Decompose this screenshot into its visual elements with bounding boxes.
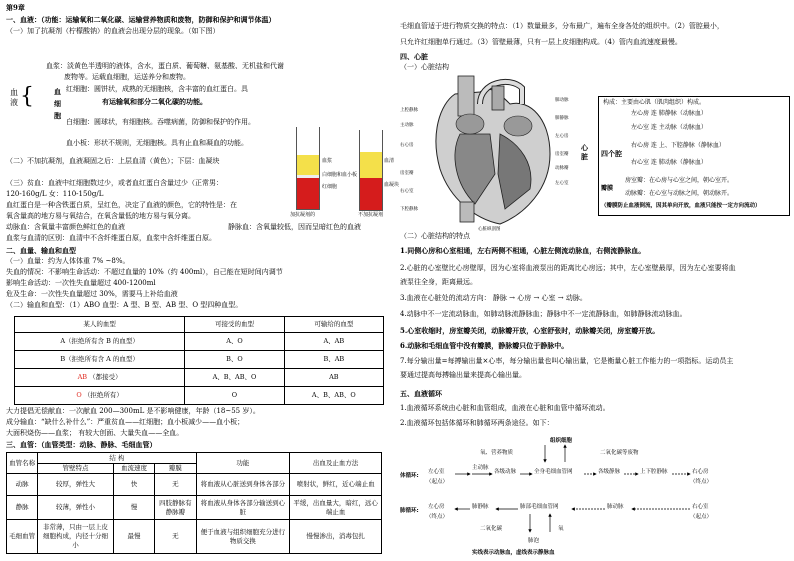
veins-label: 各级静脉 — [598, 469, 621, 475]
co2-label: 二氧化碳等废物 — [600, 450, 639, 456]
tube-anticoag — [296, 127, 320, 210]
hs-line: 4.动脉中不一定流动脉血，如肺动脉流静脉血；静脉中不一定流静脉血，如肺静脉流动脉血。 — [400, 310, 687, 318]
hs-line: 5.心室收缩时，房室瓣关闭，动脉瓣开放，心室舒张时，动脉瓣关闭，房室瓣开放。 — [400, 326, 660, 335]
vt-cell: 慢慢渗出，消毒包扎 — [290, 520, 382, 554]
sec2-heading: 二、血量、输血和血型 — [6, 246, 76, 255]
donate-text-3: 大面积烧伤——血浆； 有较大创面、大量失血——全血。 — [6, 429, 184, 437]
heart-label: 主动脉 — [400, 123, 414, 128]
loss-text-2: 影响生命活动：一次性失血量超过 400-1200ml — [6, 279, 156, 287]
vessel-table — [6, 452, 382, 554]
vt-cell: 平缓，出血量大，暗红，远心端止血 — [290, 496, 382, 520]
alveoli-label: 肺泡 — [528, 538, 540, 544]
vt-cell: 毛细血管 — [7, 520, 38, 554]
aorta-label: 主动脉 — [472, 465, 489, 471]
tube-empty — [360, 130, 382, 152]
hs-line: 7.每分输出量=每搏输出量×心率，每分输出量也叫心输出量，它是衡量心脏工作能力的一项指标。运动员主 — [400, 357, 734, 365]
bt-cell — [15, 387, 185, 405]
bt-cell: B（拒绝所有含 A 的血型） — [15, 351, 185, 369]
bt-cell: A（拒绝所有含 B 的血型） — [15, 333, 185, 351]
artery-blood-text: 动脉血：含氧量丰富颜色鲜红色的血液 — [6, 223, 125, 231]
circ-text-2: 2.血液循环包括体循环和肺循环两条途径。如下： — [400, 419, 554, 427]
hb-line: 左心房 连 肺静脉（动脉血） — [631, 110, 707, 117]
vt-cell: 静脉 — [7, 496, 38, 520]
ra-label: 右心房 — [692, 469, 709, 475]
vt-cell: 喷射状，鲜红，近心端止血 — [290, 474, 382, 496]
bt-cell: A、B、AB、O — [284, 387, 383, 405]
anemia-text-2: 120-160g/L 女：110-150g/L — [6, 190, 104, 198]
vt-cell: 非常薄，只由一层上皮细胞构成，内径十分细小 — [38, 520, 114, 554]
plasma-serum-text: 血浆与血清的区别：血清中不含纤维蛋白原，血浆中含纤维蛋白原。 — [6, 234, 216, 242]
circ-heading: 五、血液循环 — [400, 389, 442, 398]
vt-sub: 管壁特点 — [38, 464, 114, 474]
xuexibao-label: 血细胞 — [54, 87, 61, 120]
bt-note: （都接受） — [89, 373, 122, 382]
vt-cell: 慢 — [113, 496, 154, 520]
heart-label: 房室瓣 — [555, 152, 569, 157]
tube-caption-2: 不加抗凝剂 — [358, 212, 384, 218]
vt-cell: 动脉 — [7, 474, 38, 496]
vt-head: 出血及止血方法 — [290, 453, 382, 474]
tube-clot-label: 血凝块 — [384, 182, 400, 188]
valve-label: 瓣膜 — [601, 185, 614, 192]
rbc-text-2: 有运输氧和部分二氧化碳的功能。 — [102, 97, 207, 106]
circ-legend: 实线表示动脉血，虚线表示静脉血 — [472, 550, 555, 556]
no-anticoag-text: （二）不加抗凝剂，血液凝固之后：上层血清（黄色）；下层：血凝块 — [6, 157, 220, 165]
rbc-text: 红细胞：圆饼状，成熟的无细胞核，含丰富的血红蛋白。具 — [66, 85, 248, 93]
four-chambers-label: 四个腔 — [601, 149, 622, 158]
tube-rbc-layer — [297, 178, 319, 209]
heart-label: 左心房 — [555, 134, 569, 139]
chapter-title: 第9章 — [6, 3, 25, 12]
heart-diagram — [400, 74, 590, 232]
vt-cell: 四肢静脉有静脉瓣 — [155, 496, 196, 520]
xueye-label: 血液 — [10, 88, 18, 107]
bt-cell: O — [185, 387, 284, 405]
plasma-text: 血浆：淡黄色半透明的液体，含水，蛋白质、葡萄糖、氨基酸、无机盐和代谢 — [46, 62, 284, 70]
bt-note: （拒绝所有） — [83, 391, 123, 400]
hb-text-2: 氧含量高的地方易与氧结合，在氧含量低的地方易与氧分离。 — [6, 212, 195, 220]
bt-cell: A、B、AB、O — [185, 369, 284, 387]
bt-cell — [15, 369, 185, 387]
end-label: （终点） — [690, 479, 713, 485]
tube-plasma-label: 血浆 — [322, 158, 333, 164]
volume-text: （一）血量：约为人体体重 7% ~8%。 — [6, 257, 130, 265]
vt-cell: 将血液从身体各部分输送到心脏 — [196, 496, 290, 520]
vt-cell: 无 — [155, 520, 196, 554]
tube-wbc-label: 白细胞和血小板 — [322, 172, 358, 178]
hb-line: （瓣膜防止血液倒流，因其单向开放，血液只能按一定方向流动） — [601, 203, 761, 209]
tube-plasma-layer — [297, 155, 319, 175]
heart-label: 右心房 — [400, 143, 414, 148]
tube-empty — [297, 127, 319, 155]
tube-clot-layer — [360, 178, 382, 210]
body-circ-label: 体循环: — [400, 473, 419, 479]
cell-label: 组织细胞 — [550, 438, 573, 444]
heart-caption: 心脏纵剖图 — [478, 227, 501, 232]
la-label-right: 左心房 — [428, 504, 445, 510]
vt-cell: 较厚，弹性大 — [38, 474, 114, 496]
circulation-diagram — [400, 432, 792, 561]
bt-cell: A、O — [185, 333, 284, 351]
cap-text-2: 只允许红细胞单行通过。（3）管壁最薄，只有一层上皮细胞构成。（4）管内血流速度最慢。 — [400, 38, 682, 46]
vt-cell: 最慢 — [113, 520, 154, 554]
loss-text-3: 危及生命：一次性失血量超过 30%，需要马上补给血液 — [6, 290, 178, 298]
loss-text: 失血的情况：不影响生命活动：不超过血量的 10%（约 400ml），自己能在短时间内调节 — [6, 268, 283, 276]
hb-line: 动脉瓣：在心室与动脉之间，朝动脉开。 — [625, 190, 734, 197]
pv-label: 肺静脉 — [472, 504, 489, 510]
heart-summary-box — [581, 96, 790, 216]
heart-struct-heading: （一）心脏结构 — [400, 63, 449, 71]
end-label-2: （终点） — [426, 514, 449, 520]
vt-sub: 瓣膜 — [155, 464, 196, 474]
vt-cell: 便于血液与组织细胞充分进行物质交换 — [196, 520, 290, 554]
types-text: （二）输血和血型：（1）ABO 血型：A 型、B 型、AB 型、O 型四种血型。 — [6, 301, 243, 309]
heart-label: 下腔静脉 — [400, 207, 418, 212]
cap-text: 毛细血管适于进行物质交换的特点：（1）数量最多，分布最广，遍布全身各处的组织中。（2）管腔最小， — [400, 22, 724, 30]
bt-cell: A、AB — [284, 333, 383, 351]
hb-line: 左心室 连 主动脉（动脉血） — [631, 124, 707, 131]
bt-head: 某人的血型 — [15, 317, 185, 333]
anemia-text: （三）贫血：血液中红细胞数过少，或者血红蛋白含量过少（正常男： — [6, 179, 223, 187]
hs-heading: （二）心脏结构的特点 — [400, 232, 470, 240]
anticoag-text: （一）加了抗凝剂（柠檬酸钠）的血液会出现分层的现象。（如下图） — [6, 27, 220, 35]
bt-head: 可接受的血型 — [185, 317, 284, 333]
hs-line: 液泵往全身，距离最远。 — [400, 278, 477, 286]
vt-cell: 将血液从心脏送到身体各部分 — [196, 474, 290, 496]
start-label-2: （起点） — [690, 514, 713, 520]
co2-lung-label: 二氧化碳 — [480, 526, 503, 532]
plt-text: 血小板：形状不规则，无细胞核。具有止血和凝血的功能。 — [66, 139, 248, 147]
vessel-heading: 三、血管：（血管类型：动脉、静脉、毛细血管） — [6, 440, 157, 449]
hs-line: 3.血液在心脏处的流动方向： 静脉 → 心房 → 心室 → 动脉。 — [400, 294, 587, 302]
vena-cava-label: 上下腔静脉 — [640, 469, 668, 475]
start-label: （起点） — [426, 479, 449, 485]
heart-label: 肺静脉 — [555, 116, 569, 121]
hs-line: 6.动脉和毛细血管中没有瓣膜，静脉瓣只位于静脉中。 — [400, 341, 569, 350]
hb-line: 房室瓣：在心房与心室之间，朝心室开。 — [625, 177, 734, 184]
vt-head: 结 构 — [38, 453, 196, 464]
hs-line: 2.心脏的心室壁比心房壁厚，因为心室将血液泵出的距离比心房远；其中，左心室壁最厚，因为左心室要将血 — [400, 264, 736, 272]
donate-text: 大力提倡无偿献血：一次献血 200—300mL 是不影响健康，年龄（18~55 岁）。 — [6, 407, 260, 415]
o2-label: 氧、营养物质 — [480, 450, 514, 456]
hb-line: 构成：主要由心肌（肌肉组织）构成。 — [603, 99, 706, 106]
donate-text-2: 成分输血：“缺什么补什么”：严重贫血——红细胞；血小板减少——血小板； — [6, 418, 245, 426]
body-cap-label: 全身毛细血管网 — [534, 469, 573, 475]
tube-serum-layer — [360, 152, 382, 178]
vein-blood-text: 静脉血：含氧量较低，因而呈暗红色的血液 — [228, 223, 361, 231]
brace-icon: { — [20, 84, 34, 109]
hb-line: 右心房 连 上、下腔静脉（静脉血） — [631, 142, 725, 149]
tube-serum-label: 血清 — [384, 158, 395, 164]
hs-line: 要通过提高每搏输出量来提高心输出量。 — [400, 371, 526, 379]
heart-label: 左心室 — [555, 181, 569, 186]
tube-caption-1: 加抗凝剂的 — [290, 212, 316, 218]
vt-head: 血管名称 — [7, 453, 38, 474]
heart-label: 上腔静脉 — [400, 108, 418, 113]
heart-label: 动脉瓣 — [555, 166, 569, 171]
vt-head: 功能 — [196, 453, 290, 474]
bt-type-o: O — [76, 391, 82, 400]
bt-type-ab: AB — [77, 373, 88, 382]
rv-label: 右心室 — [692, 504, 709, 510]
heart-label: 肺动脉 — [555, 98, 569, 103]
bt-head: 可输给的血型 — [284, 317, 383, 333]
blood-type-table — [14, 316, 384, 405]
lv-label: 左心室 — [428, 469, 445, 475]
lung-circ-label: 肺循环: — [400, 508, 419, 514]
hb-text: 血红蛋白是一种含铁蛋白质，呈红色，决定了血液的颜色，它的特性是：在 — [6, 201, 237, 209]
wbc-text: 白细胞：圆球状，有细胞核。吞噬病菌，防御和保护的作用。 — [66, 118, 255, 126]
hb-line: 右心室 连 肺动脉（静脉血） — [631, 159, 707, 166]
plasma-text-2: 废物等。运载血细胞，运送养分和废物。 — [64, 73, 190, 81]
bt-cell: AB — [284, 369, 383, 387]
vt-sub: 血流速度 — [113, 464, 154, 474]
hs-line: 1.同侧心房和心室相通，左右两侧不相通，心脏左侧流动脉血，右侧流静脉血。 — [400, 246, 646, 255]
circ-text-1: 1.血液循环系统由心脏和血管组成，血液在心脏和血管中循环流动。 — [400, 404, 610, 412]
heart-label: 房室瓣 — [400, 171, 414, 176]
o2-lung-label: 氧 — [558, 526, 564, 532]
tube-rbc-label: 红细胞 — [322, 184, 338, 190]
heart-heading: 四、心脏 — [400, 52, 428, 61]
heart-label-side: 心脏 — [581, 143, 588, 162]
heart-label: 右心室 — [400, 189, 414, 194]
arteries-label: 各级动脉 — [494, 469, 517, 475]
blood-heading: 一、血液：（功能：运输氧和二氧化碳、运输营养物质和废物，防御和保护和调节体温） — [6, 15, 276, 24]
pa-label: 肺动脉 — [607, 504, 624, 510]
bt-cell: B、AB — [284, 351, 383, 369]
vt-cell: 较薄，弹性小 — [38, 496, 114, 520]
tube-no-anticoag — [359, 130, 383, 211]
vt-cell: 无 — [155, 474, 196, 496]
lung-cap-label: 肺部毛细血管网 — [520, 504, 559, 510]
bt-cell: B、O — [185, 351, 284, 369]
vt-cell: 快 — [113, 474, 154, 496]
